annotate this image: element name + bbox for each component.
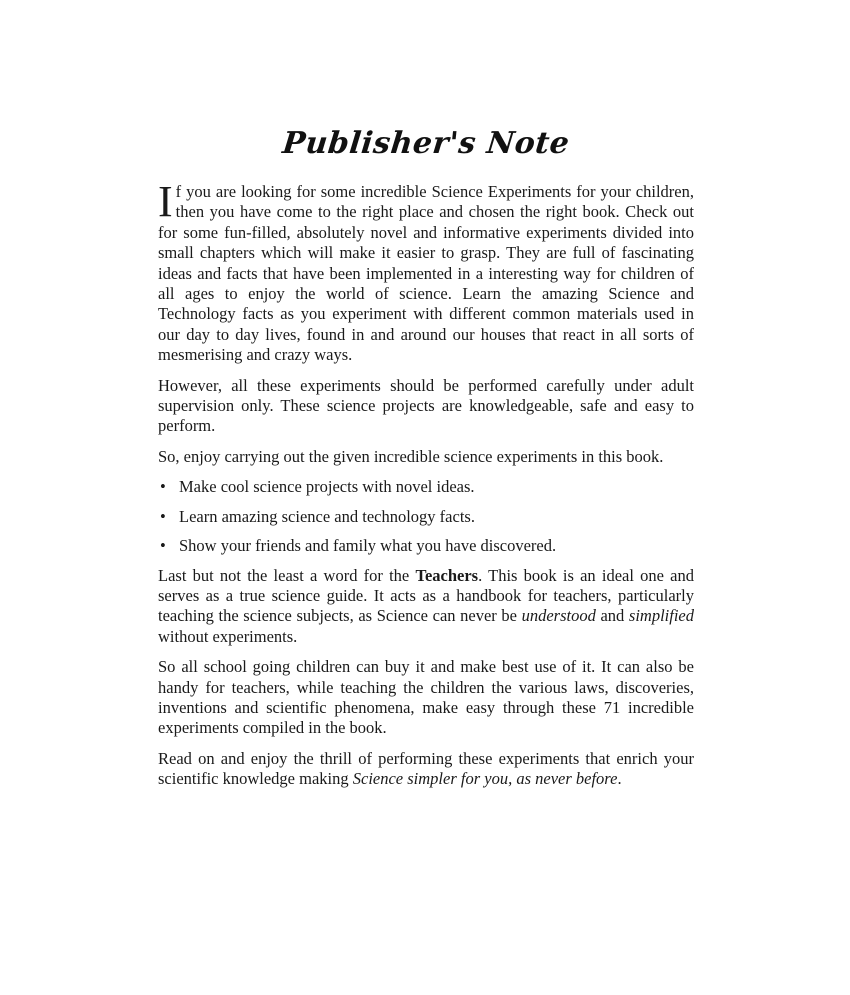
bullet-icon: • <box>160 506 166 526</box>
paragraph-closing: Read on and enjoy the thrill of performing these experiments that enrich your scientific knowledge making Science simpler for you, as never before. <box>158 748 694 789</box>
drop-cap: I <box>158 177 173 226</box>
bullet-icon: • <box>160 477 166 497</box>
paragraph-enjoy: So, enjoy carrying out the given incredible science experiments in this book. <box>158 446 664 466</box>
paragraph-intro-text: f you are looking for some incredible Science Experiments for your children, then you have come to the right place and chosen the right book. Check out for some fun-filled, absolutely novel and informative experiments divided into small chapters which will make it easier to grasp. They are full of fascinating ideas and facts that have been implemented in a interesting way for children of all ages to enjoy the world of science. Learn the amazing Science and Technology facts as you experiment with different common materials used in our day to day lives, found in and around our houses that react in all sorts of mesmerising and crazy ways. <box>158 182 694 365</box>
paragraph-intro <box>158 177 694 366</box>
document-body <box>158 177 695 800</box>
paragraph-teachers: Last but not the least a word for the Teachers. This book is an ideal one and serves as a true science guide. It acts as a handbook for teachers, particularly teaching the science subjects, as Science can never be understood and simplified without experiments. <box>158 565 695 646</box>
page-title: Publisher's Note <box>280 126 572 161</box>
paragraph-school: So all school going children can buy it and make best use of it. It can also be handy for teachers, while teaching the children the various laws, discoveries, inventions and scientific phenomena, make easy through these 71 incredible experiments compiled in the book. <box>158 657 694 738</box>
list-item: • Make cool science projects with novel ideas. <box>160 477 475 497</box>
teachers-emphasis: Teachers <box>415 565 479 585</box>
list-item: • Show your friends and family what you have discovered. <box>160 536 557 556</box>
paragraph-supervision: However, all these experiments should be performed carefully under adult supervision only. These science projects are knowledgeable, safe and easy to perform. <box>158 375 694 436</box>
list-item: • Learn amazing science and technology facts. <box>160 506 475 526</box>
bullet-list <box>158 477 694 556</box>
bullet-icon: • <box>160 536 166 556</box>
